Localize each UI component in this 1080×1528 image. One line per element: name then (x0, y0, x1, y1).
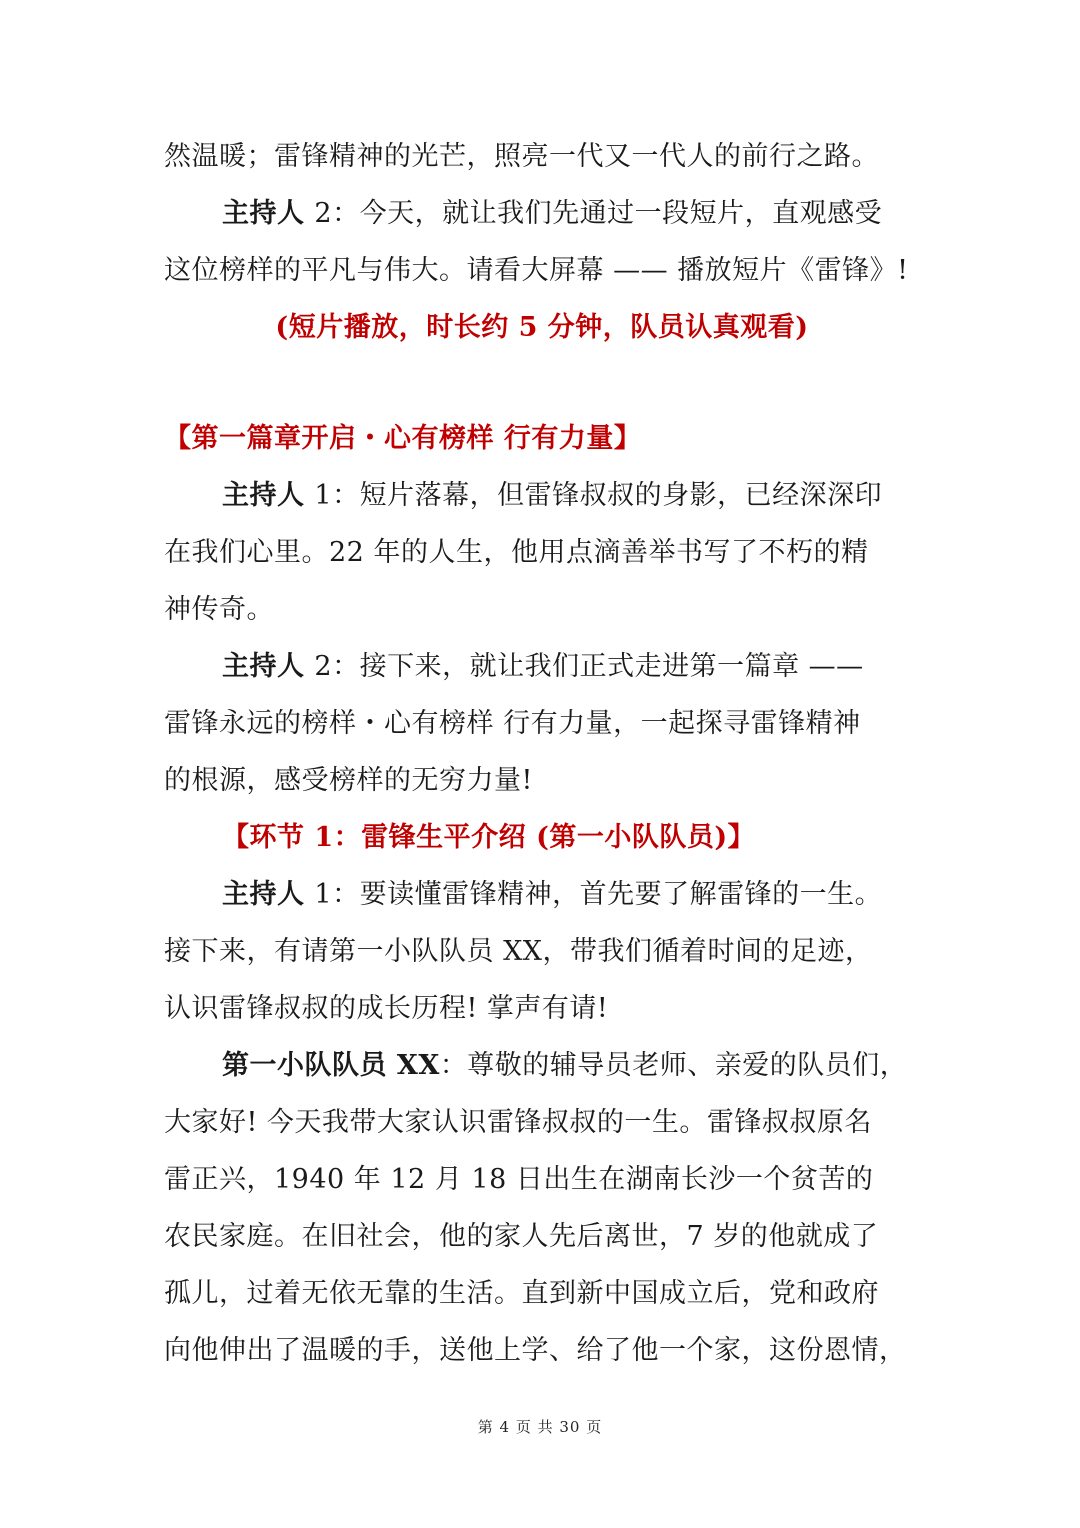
paragraph-line (164, 866, 920, 923)
paragraph-line: 的根源，感受榜样的无穷力量! (164, 765, 533, 796)
page-body (164, 128, 920, 1379)
section-heading: 【环节 1：雷锋生平介绍 (第一小队队员)】 (222, 822, 756, 853)
speaker-label: 主持人 (222, 198, 315, 229)
paragraph-text: 1：短片落幕，但雷锋叔叔的身影，已经深深印 (314, 480, 883, 511)
paragraph-text: 1：要读懂雷锋精神，首先要了解雷锋的一生。 (314, 879, 883, 910)
paragraph-line: 孤儿，过着无依无靠的生活。直到新中国成立后，党和政府 (164, 1278, 879, 1309)
paragraph-line: 神传奇。 (164, 594, 274, 625)
speaker-label: 主持人 (222, 879, 315, 910)
paragraph-line: 雷锋永远的榜样・心有榜样 行有力量，一起探寻雷锋精神 (164, 708, 861, 739)
speaker-label: 主持人 (222, 651, 315, 682)
paragraph-line: 这位榜样的平凡与伟大。请看大屏幕 —— 播放短片《雷锋》! (164, 255, 909, 286)
blank-space (164, 356, 920, 410)
paragraph-line: 雷正兴，1940 年 12 月 18 日出生在湖南长沙一个贫苦的 (164, 1164, 874, 1195)
paragraph-line: 农民家庭。在旧社会，他的家人先后离世，7 岁的他就成了 (164, 1221, 879, 1252)
paragraph-line (164, 185, 920, 242)
chapter-heading: 【第一篇章开启・心有榜样 行有力量】 (164, 423, 642, 454)
paragraph-line (164, 638, 920, 695)
speaker-label: 第一小队队员 XX (222, 1050, 440, 1081)
speaker-label: 主持人 (222, 480, 315, 511)
paragraph-text: 2：接下来，就让我们正式走进第一篇章 —— (314, 651, 864, 682)
paragraph-line: 然温暖；雷锋精神的光芒，照亮一代又一代人的前行之路。 (164, 141, 879, 172)
paragraph-line (164, 1037, 920, 1094)
paragraph-line: 向他伸出了温暖的手，送他上学、给了他一个家，这份恩情， (164, 1335, 907, 1366)
page-number-footer: 第 4 页 共 30 页 (477, 1418, 603, 1436)
stage-direction: (短片播放，时长约 5 分钟，队员认真观看) (275, 312, 809, 343)
paragraph-line (164, 467, 920, 524)
paragraph-line: 大家好! 今天我带大家认识雷锋叔叔的一生。雷锋叔叔原名 (164, 1107, 872, 1138)
paragraph-text: 2：今天，就让我们先通过一段短片，直观感受 (314, 198, 883, 229)
paragraph-line: 在我们心里。22 年的人生，他用点滴善举书写了不朽的精 (164, 537, 869, 568)
paragraph-line: 认识雷锋叔叔的成长历程! 掌声有请! (164, 993, 609, 1024)
paragraph-line: 接下来，有请第一小队队员 XX，带我们循着时间的足迹， (164, 936, 873, 967)
paragraph-text: ：尊敬的辅导员老师、亲爱的队员们， (439, 1050, 908, 1081)
